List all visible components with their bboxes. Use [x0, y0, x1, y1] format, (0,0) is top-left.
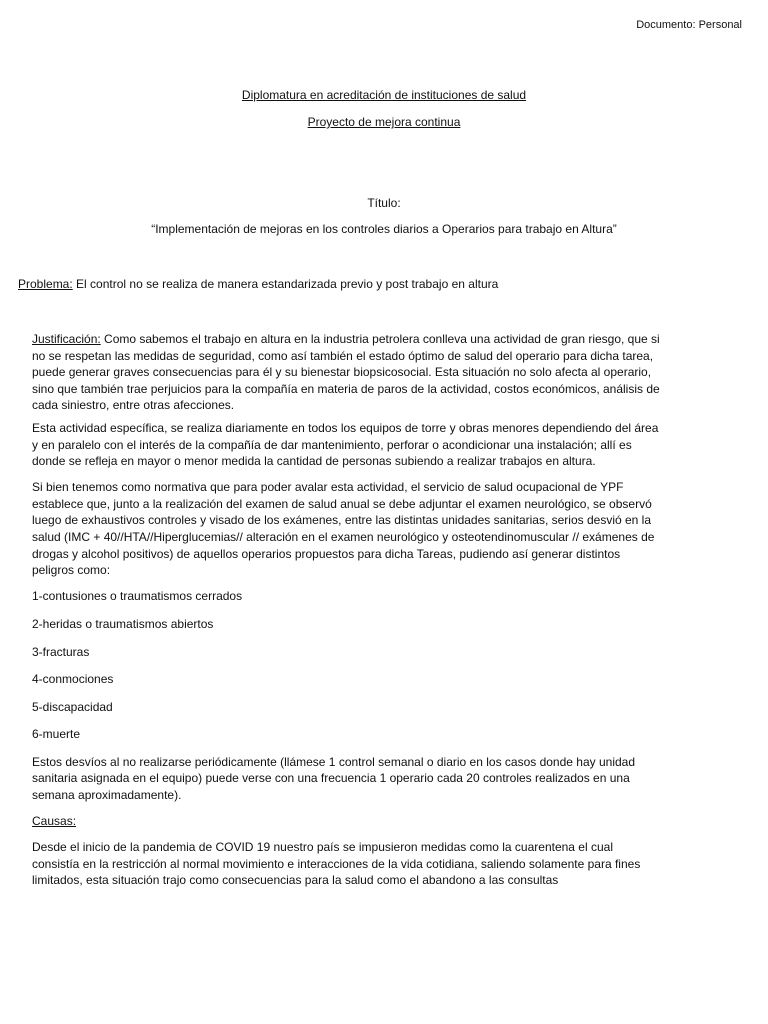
justificacion-paragraph — [32, 331, 660, 414]
justificacion-text: Como sabemos el trabajo en altura en la industria petrolera conlleva una actividad de gran riesgo, que si no se respetan las medidas de seguridad, como así también el estado óptimo de salud del operario para dicha tarea, puede generar graves consecuencias para él y su bienestar biopsicosocial. Esta situación no solo afecta al operario, sino que también trae perjuicios para la compañía en materia de paros de la actividad, costos económicos, análisis de cada siniestro, entre otras afecciones. — [32, 332, 660, 413]
problema-section — [18, 277, 498, 291]
danger-list-item: 3-fracturas — [32, 644, 90, 659]
titulo-label: Título: — [367, 196, 401, 210]
titulo-text: “Implementación de mejoras en los controles diarios a Operarios para trabajo en Altura” — [151, 222, 617, 236]
danger-list-item: 2-heridas o traumatismos abiertos — [32, 616, 214, 631]
paragraph: Si bien tenemos como normativa que para poder avalar esta actividad, el servicio de salud ocupacional de YPF establece que, junto a la realización del examen de salud anual se debe adjuntar el examen neurológico, se observó luego de exhaustivos controles y visado de los exámenes, entre las distintas unidades sanitarias, serios desvió en la salud (IMC + 40//HTA//Hiperglucemias// alteración en el examen neurológico y osteotendinomuscular // exámenes de drogas y alcohol positivos) de aquellos operarios propuestos para dicha Tareas, pudiendo así generar distintos peligros como: — [32, 480, 655, 578]
danger-list-item: 4-conmociones — [32, 672, 114, 687]
problema-label: Problema: — [18, 277, 73, 291]
paragraph: Esta actividad específica, se realiza diariamente en todos los equipos de torre y obras menores dependiendo del área y en paralelo con el interés de la compañía de dar mantenimiento, perforar o acondicionar una instalación; allí es donde se refleja en mayor o menor medida la cantidad de personas subiendo a realizar trabajos en altura. — [32, 420, 659, 469]
causas-paragraph: Desde el inicio de la pandemia de COVID 19 nuestro país se impusieron medidas como la cuarentena el cual consistía en la restricción al normal movimiento e interacciones de la vida cotidiana, saliendo solamente para fines limitados, esta situación trajo como consecuencias para la salud como el abandono a las consultas — [32, 840, 641, 888]
danger-list-item: 6-muerte — [32, 727, 81, 742]
document-label: Documento: Personal — [636, 19, 742, 31]
danger-list-item: 5-discapacidad — [32, 699, 113, 714]
problema-text: El control no se realiza de manera estandarizada previo y post trabajo en altura — [72, 277, 499, 291]
desvios-paragraph: Estos desvíos al no realizarse periódicamente (llámese 1 control semanal o diario en los casos donde hay unidad sanitaria asignada en el equipo) puede verse con una frecuencia 1 operario cada 20 controles realizados en una semana aproximadamente). — [32, 754, 636, 803]
danger-list-item: 1-contusiones o traumatismos cerrados — [32, 589, 243, 604]
document-body — [32, 331, 660, 899]
justificacion-label: Justificación: — [32, 332, 101, 346]
causas-label: Causas: — [32, 814, 77, 829]
document-subtitle: Proyecto de mejora continua — [307, 115, 461, 129]
document-title: Diplomatura en acreditación de instituciones de salud — [241, 88, 527, 102]
